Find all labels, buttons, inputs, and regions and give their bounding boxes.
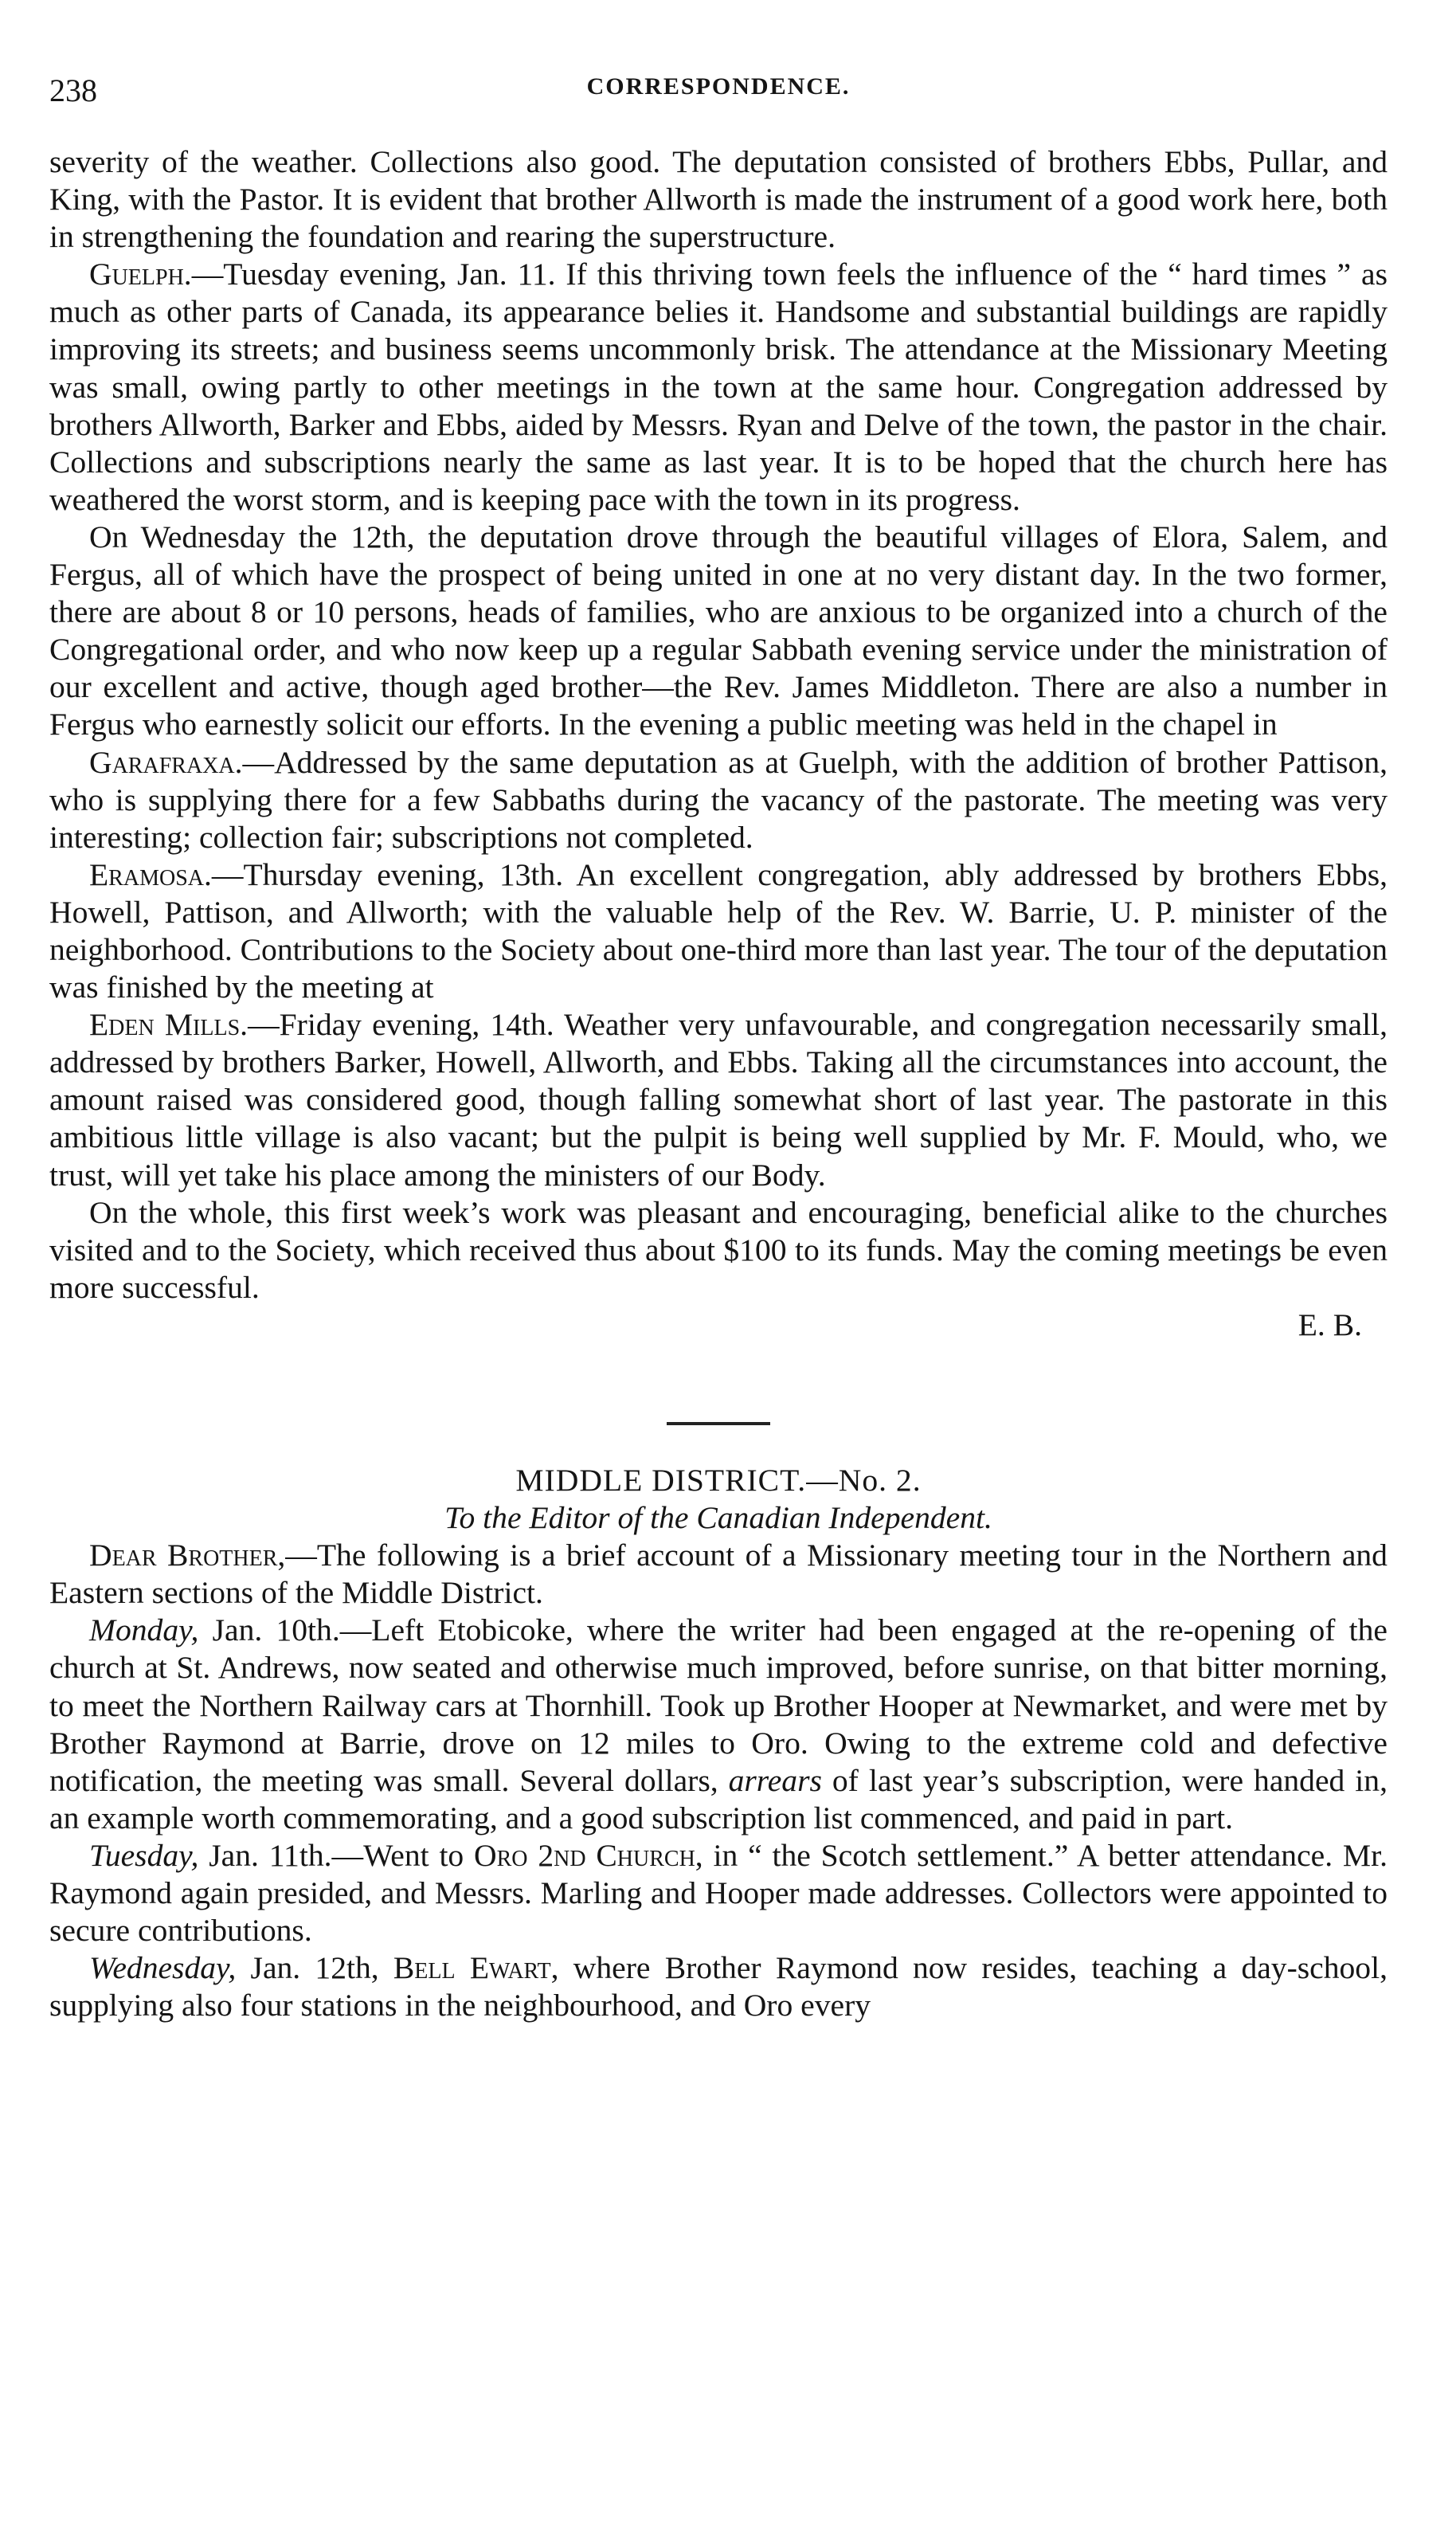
paragraph: [49, 856, 1388, 1006]
place-name: Guelph.: [89, 257, 192, 292]
place-name: Garafraxa.: [89, 744, 243, 780]
place-name: Oro 2nd Church,: [474, 1837, 703, 1873]
document-page: [49, 72, 1388, 2024]
paragraph-text: of last year’s subscription, were handed in, an example worth commemorating, and a good subscription list commenced, and paid in part.: [49, 1762, 1388, 1835]
paragraph: [49, 1949, 1388, 2024]
paragraph-text: —Thursday evening, 13th. An excellent congregation, ably addressed by brothers Ebbs, Howell, Pattison, and Allworth; with the valuable help of the Rev. W. Barrie, U. P. minister of the neighborhood. Contributions to the Society about one-third more than last year. The tour of the deputation was finished by the meeting at: [49, 856, 1388, 1005]
paragraph-text: Jan. 12th,: [236, 1950, 393, 1986]
place-name: Eramosa.: [89, 856, 212, 892]
paragraph-text: in “ the Scotch settlement.” A better attendance. Mr. Raymond again presided, and Messrs. Marling and Hooper made addresses. Collectors were appointed to secure contributions.: [49, 1837, 1388, 1949]
signature: E. B.: [1297, 1307, 1362, 1342]
paragraph-text: Jan. 10th.—Left Etobicoke, where the writer had been engaged at the re-opening of the church at St. Andrews, now seated and otherwise much improved, before sunrise, on that bitter morning, to meet the Northern Railway cars at Thornhill. Took up Brother Hooper at Newmarket, and were met by Brother Raymond at Barrie, drove on 12 miles to Oro. Owing to the extreme cold and defective notification, the meeting was small. Several dollars,: [49, 1612, 1388, 1798]
paragraph: [49, 1537, 1388, 1612]
day-name: Wednesday,: [89, 1950, 237, 1986]
section-divider: [667, 1422, 770, 1425]
paragraph: [49, 1837, 1388, 1949]
paragraph-text: —The following is a brief account of a Missionary meeting tour in the Northern and Eastern sections of the Middle District.: [49, 1538, 1388, 1611]
page-number: 238: [49, 72, 97, 108]
article-body: [49, 143, 1388, 2024]
paragraph-text: —Addressed by the same deputation as at Guelph, with the addition of brother Pattison, who is supplying there for a few Sabbaths during the vacancy of the pastorate. The meeting was very interesting; collection fair; subscriptions not completed.: [49, 744, 1388, 855]
editor-address: To the Editor of the Canadian Independent.: [444, 1500, 992, 1536]
paragraph: On Wednesday the 12th, the deputation drove through the beautiful villages of Elora, Salem, and Fergus, all of which have the prospect of being united in one at no very distant day. In the two former, there are about 8 or 10 persons, heads of families, who are anxious to be organized into a church of the Congregational order, and who now keep up a regular Sabbath evening service under the ministration of our excellent and active, though aged brother—the Rev. James Middleton. There are also a number in Fergus who earnestly solicit our efforts. In the evening a public meeting was held in the chapel in: [49, 519, 1388, 742]
paragraph-text: where Brother Raymond now resides, teaching a day-school, supplying also four stations in the neighbourhood, and Oro every: [49, 1950, 1388, 2023]
italic-word: arrears: [728, 1762, 822, 1798]
day-name: Monday,: [89, 1612, 199, 1648]
salutation: Dear Brother,: [89, 1538, 286, 1573]
paragraph-text: —Tuesday evening, Jan. 11. If this thriving town feels the influence of the “ hard times ” as much as other parts of Canada, its appearance belies it. Handsome and substantial buildings are rapidly improving its streets; and business seems uncommonly brisk. The attendance at the Missionary Meeting was small, owing partly to other meetings in the town at the same hour. Congregation addressed by brothers Allworth, Barker and Ebbs, aided by Messrs. Ryan and Delve of the town, the pastor in the chair. Collections and subscriptions nearly the same as last year. It is to be hoped that the church here has weathered the worst storm, and is keeping pace with the town in its progress.: [49, 257, 1388, 517]
paragraph: [49, 744, 1388, 856]
place-name: Bell Ewart,: [393, 1950, 559, 1986]
paragraph: On the whole, this first week’s work was pleasant and encouraging, beneficial alike to the churches visited and to the Society, which received thus about $100 to its funds. May the coming meetings be even more successful.: [49, 1194, 1388, 1305]
paragraph-text: —Friday evening, 14th. Weather very unfavourable, and congregation necessarily small, addressed by brothers Barker, Howell, Allworth, and Ebbs. Taking all the circumstances into account, the amount raised was considered good, though falling somewhat short of last year. The pastorate in this ambitious little village is also vacant; but the pulpit is being well supplied by Mr. F. Mould, who, we trust, will yet take his place among the ministers of our Body.: [49, 1007, 1388, 1193]
page-header: [49, 72, 1388, 119]
paragraph: severity of the weather. Collections also good. The deputation consisted of brothers Ebbs, Pullar, and King, with the Pastor. It is evident that brother Allworth is made the instrument of a good work here, both in strengthening the foundation and rearing the superstructure.: [49, 144, 1388, 255]
paragraph: [49, 1006, 1388, 1193]
place-name: Eden Mills.: [89, 1007, 249, 1043]
paragraph: [49, 1612, 1388, 1837]
paragraph: [49, 256, 1388, 519]
section-heading: MIDDLE DISTRICT.—No. 2.: [515, 1463, 922, 1498]
day-name: Tuesday,: [89, 1837, 199, 1873]
running-head: CORRESPONDENCE.: [586, 73, 851, 100]
paragraph-text: Jan. 11th.—Went to: [198, 1837, 475, 1873]
